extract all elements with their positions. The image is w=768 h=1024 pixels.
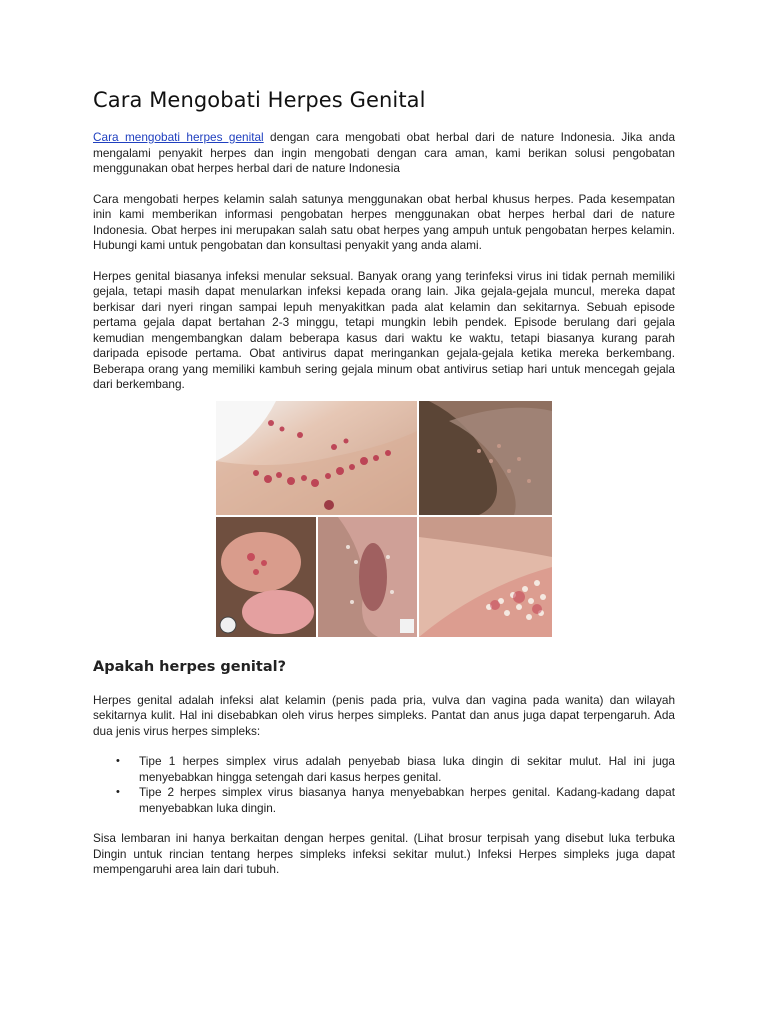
intro-text: dengan cara mengobati obat herbal dari de nature Indonesia. Jika anda mengalami penyakit herpes dan ingin mengobati dengan cara aman, kami berikan solusi pengobatan menggunakan obat herpes herbal dari de nature Indonesia	[93, 130, 676, 175]
herpes-photo-collage	[216, 401, 552, 637]
list-item	[116, 754, 675, 785]
photo-closeup-skin	[419, 401, 552, 515]
intro-paragraph	[93, 130, 675, 177]
document-page	[93, 88, 675, 893]
photo-thigh-lesions	[419, 517, 552, 637]
photo-male-genital-lesion	[216, 517, 316, 637]
bullet-icon: •	[116, 786, 120, 798]
paragraph-4: Herpes genital adalah infeksi alat kelamin (penis pada pria, vulva dan vagina pada wanita) dan wilayah sekitarnya kulit. Hal ini disebabkan oleh virus herpes simpleks. Pantat dan anus juga dapat terpengaruh. Ada dua jenis virus herpes simpleks:	[93, 692, 675, 738]
list-item	[116, 785, 675, 816]
intro-link[interactable]: Cara mengobati herpes genital	[93, 130, 264, 144]
list-item-text: Tipe 1 herpes simplex virus adalah penyebab biasa luka dingin di sekitar mulut. Hal ini juga menyebabkan hingga setengah dari kasus herpes genital.	[139, 754, 675, 784]
photo-torso-lesions	[216, 401, 417, 515]
paragraph-2: Cara mengobati herpes kelamin salah satunya menggunakan obat herbal khusus herpes. Pada kesempatan inin kami memberikan informasi pengobatan herpes menggunakan obat herpes herbal dari de nature Indonesia. Obat herpes ini merupakan salah satu obat herpes yang ampuh untuk pengobatan herpes kelamin. Hubungi kami untuk pengobatan dan konsultasi penyakit yang anda alami.	[93, 191, 675, 252]
photo-female-genital-lesion	[318, 517, 417, 637]
list-item-text: Tipe 2 herpes simplex virus biasanya hanya menyebabkan herpes genital. Kadang-kadang dapat menyebabkan luka dingin.	[139, 785, 675, 815]
bullet-icon: •	[116, 755, 120, 767]
spacer	[93, 637, 675, 659]
section-heading: Apakah herpes genital?	[93, 658, 286, 675]
paragraph-3: Herpes genital biasanya infeksi menular seksual. Banyak orang yang terinfeksi virus ini tidak pernah memiliki gejala, tetapi masih dapat menularkan infeksi kepada orang lain. Jika gejala-gejala muncul, mereka dapat berkisar dari nyeri ringan sampai lepuh menyakitkan pada alat kelamin dan sekitarnya. Sebuah episode pertama gejala dapat bertahan 2-3 minggu, tetapi mungkin lebih pendek. Episode berulang dari gejala kemudian mengembangkan dalam beberapa kasus dari waktu ke waktu, tetapi biasanya kurang parah daripada episode pertama. Obat antivirus dapat meringankan gejala-gejala ketika mereka berkembang. Beberapa orang yang memiliki kambuh sering gejala minum obat antivirus setiap hari untuk mencegah gejala dari berkembang.	[93, 268, 675, 391]
paragraph-5: Sisa lembaran ini hanya berkaitan dengan herpes genital. (Lihat brosur terpisah yang disebut luka terbuka Dingin untuk rincian tentang herpes simpleks infeksi sekitar mulut.) Infeksi Herpes simpleks juga dapat mempengaruhi area lain dari tubuh.	[93, 831, 675, 876]
virus-type-list	[93, 754, 675, 816]
page-title: Cara Mengobati Herpes Genital	[93, 88, 426, 112]
